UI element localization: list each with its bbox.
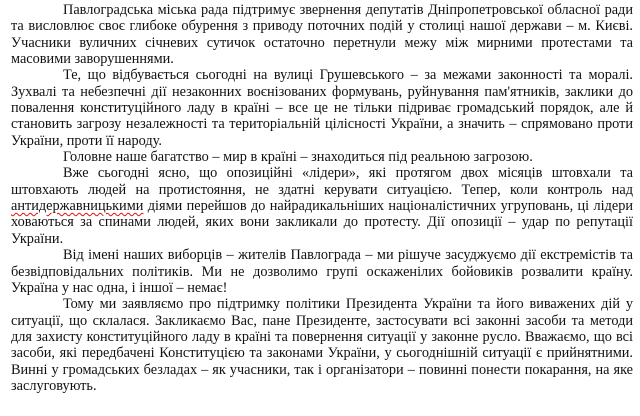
paragraph — [11, 296, 633, 394]
paragraph — [11, 67, 633, 149]
paragraph-text: Від імені наших виборців – жителів Павлограда – ми рішуче засуджуємо дії екстремістів та безвідповідальних політиків. Ми не дозволимо групі оскаженілих бойовиків розвалити країну. Україна у нас одна, і іншої – немає! — [11, 247, 633, 296]
paragraph-text: Те, що відбувається сьогодні на вулиці Грушевського – за межами законності та моралі. Зухвалі та небезпечні дії незаконних воєнізованих формувань, руйнування пам'ятників, заклики до повалення конституційного ладу в країні – все це не тільки підриває громадський порядок, але й становить загрозу незалежності та територіальній цілісності України, а значить – спрямовано проти України, проти її народу. — [11, 67, 633, 149]
paragraph-text: діями перейшов до найрадикальніших націоналістичних угруповань, ці лідери ховаються за спинами людей, яких вони закликали до протесту. Дії опозиції – удар по репутації України. — [11, 198, 633, 247]
paragraph-text: Головне наше багатство – мир в країні – знаходиться під реальною загрозою. — [63, 149, 533, 166]
spellcheck-flagged-word[interactable]: антидержавницькими — [11, 198, 144, 215]
paragraph — [11, 165, 633, 247]
paragraph-text: Тому ми заявляємо про підтримку політики Президента України та його виважених дій у ситуації, що склалася. Закликаємо Вас, пане Президенте, застосувати всі законні засоби та методи для захисту конституційного ладу в країні та повернення ситуації у законне русло. Вважаємо, що всі засоби, які передбачені Конституцією та законами України, у сьогоднішній ситуації є прийнятними. Винні у громадських безладах – як учасники, так і організатори – повинні понести покарання, на яке заслуговують. — [11, 296, 633, 394]
paragraph — [11, 247, 633, 296]
paragraph — [11, 149, 633, 165]
paragraph-text: Вже сьогодні ясно, що опозиційні «лідери», які протягом двох місяців штовхали та штовхають людей на протистояння, не здатні керувати ситуацією. Тепер, коли контроль над — [11, 165, 633, 198]
paragraph-text: Павлоградська міська рада підтримує звернення депутатів Дніпропетровської обласної ради та висловлює своє глибоке обурення з приводу поточних подій у столиці нашої держави – м. Києві. Учасники вуличних січневих сутичок остаточно перетнули межу між мирними протестами та масовими заворушеннями. — [11, 2, 633, 68]
paragraph — [11, 2, 633, 67]
